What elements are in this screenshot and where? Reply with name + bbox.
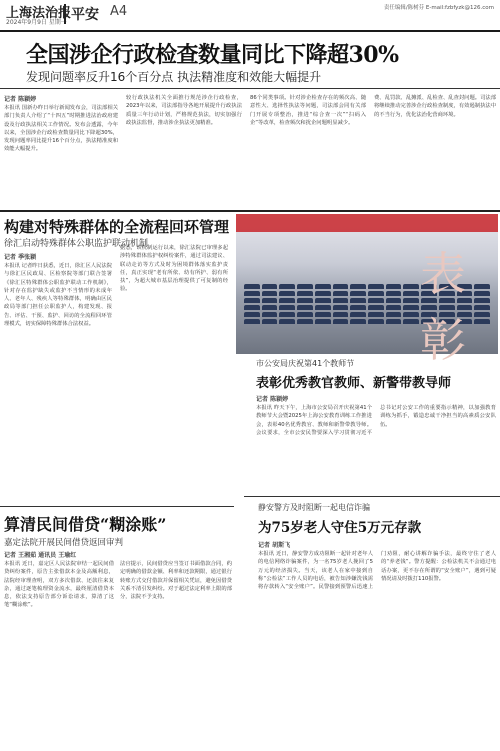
feature-headline: 构建对特殊群体的全流程回环管理 xyxy=(4,218,230,236)
photo-banner xyxy=(236,214,498,232)
bottom-right-kicker: 静安警方及时阻断一起电信诈骗 xyxy=(258,503,370,512)
page-number: A4 xyxy=(110,4,128,19)
lead-subheadline: 发现问题率反升16个百分点 执法精准度和效能大幅提升 xyxy=(26,70,322,84)
bottom-left-headline: 算清民间借贷“糊涂账” xyxy=(4,515,167,534)
bottom-right-body: 本报讯 近日，静安警方成功阻断一起针对老年人的电信网络诈骗案件，为一名75岁老人挽回了5万元的经济损失。当天，该老人在家中接到自称“公检法”工作人员的电话，被告知涉嫌洗钱需将存款转入“安全账户”。民警接到预警后迅速上门劝阻，耐心讲解诈骗手法，最终守住了老人的“养老钱”。警方提醒：公检法机关不会通过电话办案，更不存在所谓的“安全账户”，遇到可疑情况请及时拨打110报警。 xyxy=(258,551,496,591)
bottom-right-headline: 为75岁老人守住5万元存款 xyxy=(258,520,422,536)
issue-date: 2024年9月9日 星期一 xyxy=(6,19,67,26)
lead-column-1: 本报讯 国新办昨日举行新闻发布会，司法部相关部门负责人介绍了“十四五”时期推进法治政府建设及行政执法相关工作情况。发布会透露，今年以来，全国涉企行政检查数量同比下降超30%，发现问题率同比提升16个百分点，执法精准度和效能大幅提升。 xyxy=(4,105,118,153)
feature-column-2: 据悉，该机制运行以来，徐汇法院已审理多起涉特殊群体监护权纠纷案件，通过司法建议、联动走访等方式及时为困境群体落实监护责任，真正实现“老有所依、幼有所护、弱有所扶”，为超大城市基层治理提供了可复制的经验。 xyxy=(120,245,228,293)
section-divider xyxy=(0,210,500,212)
bottom-right-byline: 记者 胡斯飞 xyxy=(258,542,291,549)
editor-info: 责任编辑/陈树芬 E-mail:fzbfyzk@126.com xyxy=(383,5,494,11)
bottom-left-column-1: 本报讯 近日，嘉定区人民法院审结一起民间借贷纠纷案件，原告主张借款本金及高额利息，法院经审理查明，双方多次借款、还款往来复杂，通过逐笔梳理资金流水，最终厘清借贷本息，依法支持原告部分诉讼请求，算清了这笔“糊涂账”。 xyxy=(4,561,114,609)
side-body: 本报讯 昨天下午，上海市公安局召开庆祝第41个教师节大会暨2025年上海公安教育训练工作推进会，表彰40名优秀教官、教师和新警带教导师。会议要求，全市公安民警要深入学习贯彻习近平总书记对公安工作的重要指示精神，以加强教育训练为抓手，锻造忠诚干净担当的高素质公安队伍。 xyxy=(256,405,496,436)
lead-byline: 记者 陈颖婷 xyxy=(4,96,37,103)
lead-column-2: 较行政执法机关全面推行规范涉企行政检查，2023年以来，司法部指导各地开展提升行政执法质量三年行动计划，严格规范执法，切实加强行政执法监督，推动涉企执法更加精准。 xyxy=(126,95,242,126)
section-name: 平安 xyxy=(64,4,99,24)
bottom-left-byline: 记者 王湘茹 通讯员 王瑜红 xyxy=(4,552,77,559)
bottom-left-subheadline: 嘉定法院开展民间借贷返回审判 xyxy=(4,538,124,548)
side-byline: 记者 陈颖婷 xyxy=(256,396,289,403)
side-headline: 表彰优秀教官教师、新警带教导师 xyxy=(256,376,452,391)
lead-column-3: 86个同类事项。针对涉企检查存在的频次高、随意性大、选择性执法等问题，司法部会同有关部门开展专项整治，推进“综合查一次”“扫码入企”等改革，检查频次和扰企问题明显减少。 xyxy=(250,95,366,126)
lead-headline: 全国涉企行政检查数量同比下降超30% xyxy=(26,42,399,68)
feature-subheadline: 徐汇启动特殊群体公职监护联动机制 xyxy=(4,239,149,249)
lead-column-4: 费、乱罚款、乱摊派、乱检查、乱查封问题。司法部将继续推动完善涉企行政检查制度，有效遏制执法中的不当行为，优化法治化营商环境。 xyxy=(374,95,496,118)
bottom-left-column-2: 法官提示，民间借贷应当签订书面借款合同，约定明确的借款金额、利率和还款期限，通过银行转账方式交付借款并保留相关凭证，避免因借贷关系不清引发纠纷。对于超过法定利率上限的部分，法院不予支持。 xyxy=(120,561,232,601)
bottom-left-divider xyxy=(0,506,234,507)
feature-byline: 记者 季张颖 xyxy=(4,254,37,261)
newspaper-logo: 上海法治报 xyxy=(6,6,72,21)
decorative-seal: 表彰 xyxy=(420,247,466,367)
feature-column-1: 本报讯 记者昨日获悉，近日，徐汇区人民法院与徐汇区民政局、区检察院等部门联合签署《徐汇区特殊群体公职监护联动工作机制》，针对存在监护缺失或监护不当情形的未成年人、老年人、残疾人等特殊群体，明确由区民政局等部门担任公职监护人，构建发现、报告、评估、干预、监护、回访的全流程回环管理模式，切实保障特殊群体合法权益。 xyxy=(4,263,112,328)
lead-divider xyxy=(0,88,500,89)
side-kicker: 市公安局庆祝第41个教师节 xyxy=(256,359,355,368)
bottom-right-divider xyxy=(244,496,500,497)
